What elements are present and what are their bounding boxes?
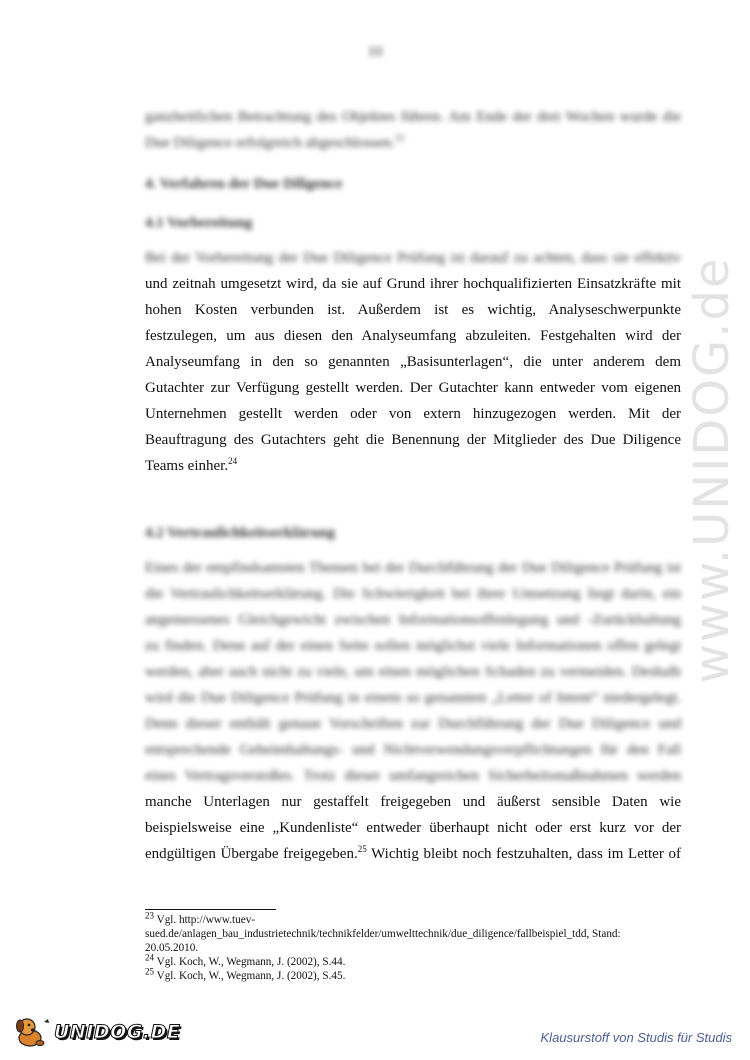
paragraph-line: Bei der Vorbereitung der Due Diligence Prüfung ist darauf zu achten, dass sie effektiv (145, 250, 681, 266)
paragraph-line: hohen Kosten verbunden ist. Außerdem ist es wichtig, Analyseschwerpunkte (145, 302, 681, 318)
footnote-ref-24: 24 (228, 456, 238, 466)
footnote-ref-25: 25 (357, 844, 367, 854)
paragraph-line: endgültigen Übergabe freigegeben. (145, 846, 358, 862)
paragraph-line: Wichtig bleibt noch festzuhalten, dass im Letter of (366, 846, 681, 862)
footer-tagline: Klausurstoff von Studis für Studis (540, 1030, 732, 1045)
footnote-23: $^{23}$ Vgl. http://www.tuev- sued.de/anlagen_bau_industrietechnik/technikfelder/umwelttechnik/due_diligence/fallbeispiel_tdd, Stand: 20.05.2010. (145, 910, 621, 954)
footnote-25: $^{25}$ Vgl. Koch, W., Wegmann, J. (2002), S.45. (145, 966, 346, 982)
footnote-ref-23: 23 (394, 133, 404, 143)
paragraph-line: beispielsweise eine „Kundenliste“ entweder überhaupt nicht oder erst kurz vor der (145, 820, 681, 836)
subsection-heading-4-2: 4.2 Vertraulichkeitserklärung (145, 525, 335, 541)
intro-paragraph (145, 104, 681, 156)
paragraph-4-2 (145, 555, 681, 867)
paragraph-line: wird die Due Diligence Prüfung in einem so genannten „Letter of Intent“ niedergelegt. (145, 690, 681, 706)
paragraph-line: Denn dieser enthält genaue Vorschriften zur Durchführung der Due Diligence und (145, 716, 681, 732)
paragraph-line: eines Vertragsverstoßes. Trotz dieser umfangreichen Sicherheitsmaßnahmen werden (145, 768, 681, 784)
footnote-separator (145, 909, 276, 910)
paragraph-line: festzulegen, um aus diesen den Analyseumfang abzuleiten. Festgehalten wird der (145, 328, 681, 344)
footnote-24: $^{24}$ Vgl. Koch, W., Wegmann, J. (2002), S.44. (145, 952, 346, 968)
paragraph-line: und zeitnah umgesetzt wird, da sie auf Grund ihrer hochqualifizierten Einsatzkräfte mit (145, 276, 681, 292)
section-heading: 4. Verfahren der Due Diligence (145, 176, 343, 192)
paragraph-line: Eines der empfindsamsten Themen bei der Durchführung der Due Diligence Prüfung ist (145, 560, 681, 576)
intro-line-1: ganzheitlichen Betrachtung des Objektes führen. Am Ende der drei Wochen wurde die (145, 109, 681, 125)
paragraph-line: zu finden. Denn auf der einen Seite sollen möglichst viele Informationen offen gelegt (145, 638, 681, 654)
paragraph-line: angemessenes Gleichgewicht zwischen Informationsoffenlegung und -Zurückhaltung (145, 612, 681, 628)
paragraph-line: Unternehmen gestellt werden oder von extern hinzugezogen werden. Mit der (145, 406, 681, 422)
intro-line-2: Due Diligence erfolgreich abgeschlossen. (145, 135, 395, 151)
logo-text: UNIDOG.DE (54, 1021, 181, 1043)
paragraph-line: manche Unterlagen nur gestaffelt freigegeben und äußerst sensible Daten wie (145, 794, 681, 810)
paragraph-line: Teams einher. (145, 458, 229, 474)
dog-mascot-icon (14, 1016, 52, 1048)
unidog-logo[interactable] (14, 1016, 180, 1048)
site-watermark: www.UNIDOG.de (684, 256, 740, 684)
paragraph-line: die Vertraulichkeitserklärung. Die Schwierigkeit bei ihrer Umsetzung liegt darin, ein (145, 586, 681, 602)
paragraph-4-1 (145, 245, 681, 479)
paragraph-line: werden, aber auch nicht zu viele, um einen möglichen Schaden zu vermeiden. Deshalb (145, 664, 681, 680)
subsection-heading-4-1: 4.1 Vorbereitung (145, 215, 253, 231)
paragraph-line: Gutachter zur Verfügung gestellt werden. Der Gutachter kann entweder vom eigenen (145, 380, 681, 396)
page-number: 10 (367, 44, 383, 60)
paragraph-line: Beauftragung des Gutachters geht die Benennung der Mitglieder des Due Diligence (145, 432, 681, 448)
paragraph-line: Analyseumfang in den so genannten „Basisunterlagen“, die unter anderem dem (145, 354, 681, 370)
footnotes (145, 910, 685, 983)
paragraph-line: entsprechende Geheimhaltungs- und Nichtverwendungsverpflichtungen für den Fall (145, 742, 681, 758)
